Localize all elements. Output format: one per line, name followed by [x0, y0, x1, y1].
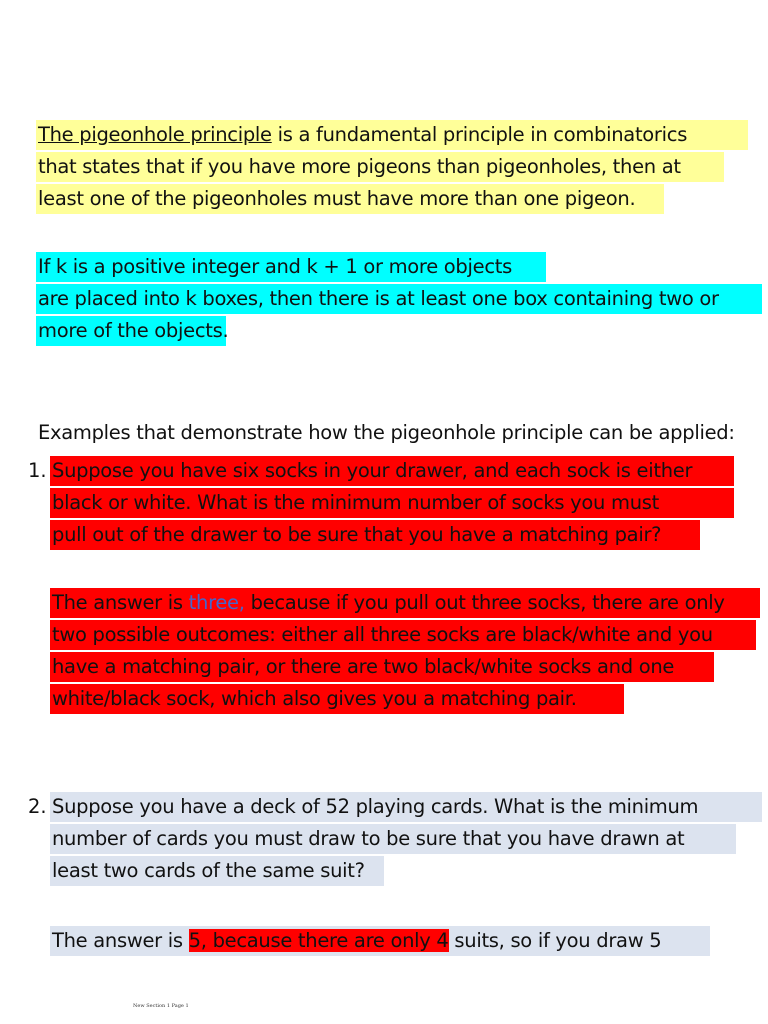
example-2-question-line-2: number of cards you must draw to be sure that you have drawn at — [50, 824, 736, 854]
example-1-answer-line-1 — [50, 588, 760, 618]
example-2-answer — [50, 926, 762, 958]
example-1-answer-line-4: white/black sock, which also gives you a matching pair. — [50, 684, 624, 714]
example-1-question-line-3: pull out of the drawer to be sure that you have a matching pair? — [50, 520, 700, 550]
example-2-number: 2. — [28, 795, 47, 818]
pigeonhole-principle-term: The pigeonhole principle — [38, 123, 272, 146]
formal-line-2: are placed into k boxes, then there is at least one box containing two or — [36, 284, 762, 314]
example-1-question — [50, 456, 750, 552]
example-2-answer-highlight: 5, because there are only 4 — [188, 929, 449, 952]
example-1-answer-line-3: have a matching pair, or there are two black/white socks and one — [50, 652, 714, 682]
example-1-number: 1. — [28, 459, 47, 482]
example-2-answer-line-1 — [50, 926, 710, 956]
example-1-answer — [50, 588, 762, 716]
example-1-answer-line-2: two possible outcomes: either all three socks are black/white and you — [50, 620, 756, 650]
example-2-question-line-1: Suppose you have a deck of 52 playing cards. What is the minimum — [50, 792, 762, 822]
example-1-answer-suffix: because if you pull out three socks, there are only — [244, 591, 725, 614]
definition-paragraph — [36, 120, 756, 216]
definition-line-3: least one of the pigeonholes must have more than one pigeon. — [36, 184, 664, 214]
example-1-question-line-1: Suppose you have six socks in your drawer, and each sock is either — [50, 456, 734, 486]
formal-statement-paragraph — [36, 252, 766, 348]
example-2-answer-prefix: The answer is — [52, 929, 189, 952]
formal-line-3: more of the objects. — [36, 316, 226, 346]
formal-line-1: If k is a positive integer and k + 1 or more objects — [36, 252, 546, 282]
examples-intro: Examples that demonstrate how the pigeonhole principle can be applied: — [38, 421, 735, 444]
example-2-question-line-3: least two cards of the same suit? — [50, 856, 384, 886]
example-1-answer-prefix: The answer is — [52, 591, 189, 614]
example-2-question — [50, 792, 762, 888]
definition-line-1 — [36, 120, 748, 150]
example-1-question-line-2: black or white. What is the minimum number of socks you must — [50, 488, 734, 518]
definition-line-1-text: is a fundamental principle in combinatorics — [271, 123, 688, 146]
example-1-answer-value: three, — [188, 591, 245, 614]
example-2-answer-suffix: suits, so if you draw 5 — [448, 929, 662, 952]
definition-line-2: that states that if you have more pigeons than pigeonholes, then at — [36, 152, 724, 182]
page-footer: New Section 1 Page 1 — [133, 1003, 189, 1009]
